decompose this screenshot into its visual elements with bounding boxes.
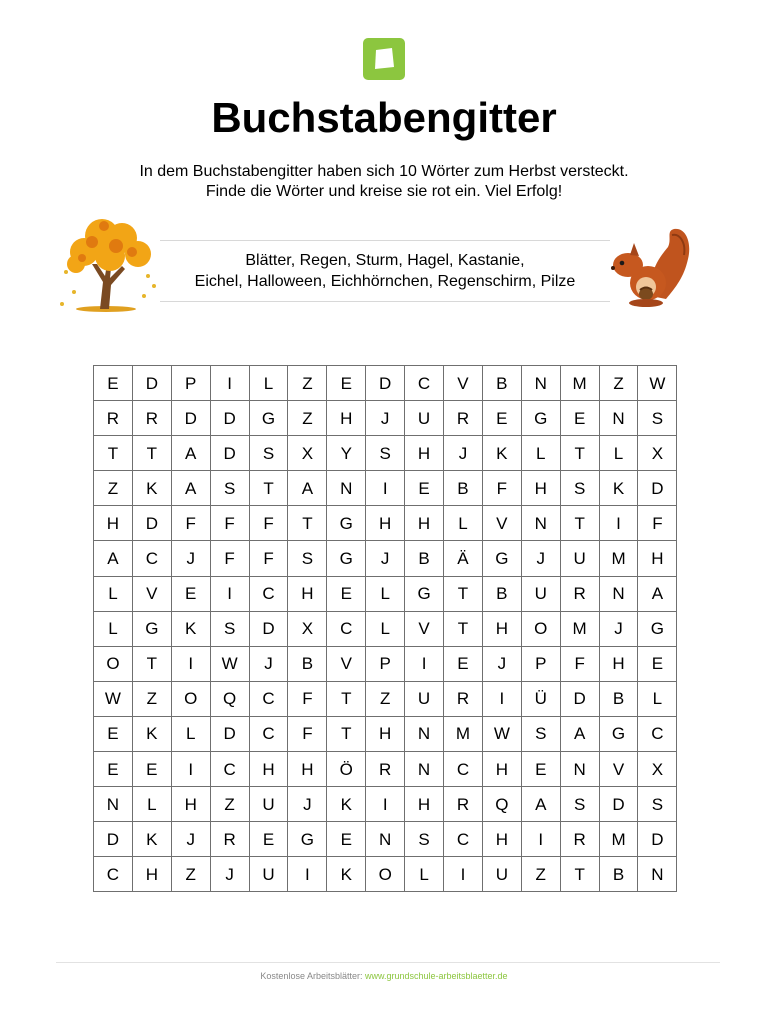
grid-cell[interactable]: A [521,787,560,822]
grid-cell[interactable]: H [288,576,327,611]
grid-cell[interactable]: B [482,576,521,611]
grid-cell[interactable]: J [171,541,210,576]
grid-cell[interactable]: I [171,752,210,787]
grid-cell[interactable]: H [366,716,405,751]
grid-cell[interactable]: N [560,752,599,787]
grid-cell[interactable]: Z [521,857,560,892]
grid-cell[interactable]: S [560,471,599,506]
grid-cell[interactable]: K [482,436,521,471]
grid-cell[interactable]: L [249,366,288,401]
grid-cell[interactable]: H [482,752,521,787]
grid-cell[interactable]: P [366,646,405,681]
grid-cell[interactable]: A [560,716,599,751]
grid-cell[interactable]: U [405,401,444,436]
grid-cell[interactable]: L [94,576,133,611]
grid-cell[interactable]: J [210,857,249,892]
grid-cell[interactable]: F [210,541,249,576]
grid-cell[interactable]: W [94,681,133,716]
grid-cell[interactable]: O [521,611,560,646]
grid-cell[interactable]: T [560,506,599,541]
grid-cell[interactable]: H [366,506,405,541]
grid-cell[interactable]: X [638,436,677,471]
grid-cell[interactable]: C [327,611,366,646]
footer [0,970,768,982]
grid-cell[interactable]: E [327,822,366,857]
grid-cell[interactable]: H [521,471,560,506]
grid-cell[interactable]: Y [327,436,366,471]
grid-row [94,401,677,436]
grid-cell[interactable]: I [444,857,483,892]
footer-divider [56,962,720,963]
grid-cell[interactable]: L [94,611,133,646]
grid-cell[interactable]: L [599,436,638,471]
grid-cell[interactable]: C [249,716,288,751]
grid-cell[interactable]: E [94,366,133,401]
grid-cell[interactable]: G [249,401,288,436]
grid-cell[interactable]: T [444,611,483,646]
grid-row [94,787,677,822]
grid-cell[interactable]: S [521,716,560,751]
grid-cell[interactable]: A [638,576,677,611]
grid-cell[interactable]: U [249,857,288,892]
grid-cell[interactable]: T [94,436,133,471]
grid-cell[interactable]: I [171,646,210,681]
grid-cell[interactable]: Z [210,787,249,822]
grid-cell[interactable]: Ä [444,541,483,576]
grid-cell[interactable]: I [366,787,405,822]
grid-cell[interactable]: I [288,857,327,892]
grid-cell[interactable]: L [405,857,444,892]
grid-cell[interactable]: F [288,716,327,751]
grid-cell[interactable]: J [482,646,521,681]
squirrel-icon [606,225,692,309]
grid-cell[interactable]: D [132,506,171,541]
word-list [160,240,610,302]
grid-cell[interactable]: C [638,716,677,751]
grid-cell[interactable]: H [482,822,521,857]
grid-cell[interactable]: D [366,366,405,401]
grid-cell[interactable]: K [327,857,366,892]
grid-cell[interactable]: R [444,787,483,822]
grid-cell[interactable]: S [638,787,677,822]
grid-cell[interactable]: R [444,401,483,436]
footer-website-link[interactable]: www.grundschule-arbeitsblaetter.de [364,971,508,981]
grid-cell[interactable]: J [366,541,405,576]
grid-cell[interactable]: H [94,506,133,541]
grid-cell[interactable]: G [521,401,560,436]
grid-cell[interactable]: V [327,646,366,681]
grid-cell[interactable]: P [171,366,210,401]
grid-cell[interactable]: I [405,646,444,681]
grid-cell[interactable]: F [560,646,599,681]
grid-row [94,506,677,541]
grid-cell[interactable]: I [366,471,405,506]
grid-cell[interactable]: L [366,611,405,646]
grid-cell[interactable]: H [638,541,677,576]
grid-cell[interactable]: C [444,822,483,857]
grid-cell[interactable]: M [560,366,599,401]
grid-cell[interactable]: L [171,716,210,751]
grid-cell[interactable]: B [288,646,327,681]
page-title: Buchstabengitter [211,94,557,141]
grid-cell[interactable]: D [210,401,249,436]
grid-cell[interactable]: C [132,541,171,576]
grid-cell[interactable]: H [132,857,171,892]
footer-label: Kostenlose Arbeitsblätter: [260,971,365,981]
grid-row [94,436,677,471]
grid-cell[interactable]: D [638,822,677,857]
grid-cell[interactable]: O [171,681,210,716]
grid-cell[interactable]: J [288,787,327,822]
grid-row [94,366,677,401]
grid-cell[interactable]: X [288,611,327,646]
grid-cell[interactable]: Ö [327,752,366,787]
grid-cell[interactable]: F [249,506,288,541]
grid-cell[interactable]: N [521,366,560,401]
grid-cell[interactable]: C [249,576,288,611]
grid-cell[interactable]: E [132,752,171,787]
grid-cell[interactable]: Q [210,681,249,716]
grid-cell[interactable]: S [288,541,327,576]
grid-row [94,752,677,787]
grid-cell[interactable]: D [638,471,677,506]
grid-cell[interactable]: U [405,681,444,716]
grid-cell[interactable]: V [482,506,521,541]
grid-cell[interactable]: Ü [521,681,560,716]
site-logo [363,38,405,80]
word-list-line-1: Blätter, Regen, Sturm, Hagel, Kastanie, [245,252,525,269]
grid-cell[interactable]: E [249,822,288,857]
grid-cell[interactable]: J [599,611,638,646]
grid-cell[interactable]: F [638,506,677,541]
grid-cell[interactable]: D [560,681,599,716]
grid-cell[interactable]: Z [132,681,171,716]
grid-cell[interactable]: H [599,646,638,681]
grid-cell[interactable]: M [599,541,638,576]
grid-cell[interactable]: G [327,541,366,576]
grid-cell[interactable]: U [249,787,288,822]
instruction-line-2: Finde die Wörter und kreise sie rot ein. Viel Erfolg! [205,183,563,200]
grid-cell[interactable]: T [327,681,366,716]
grid-cell[interactable]: H [327,401,366,436]
grid-cell[interactable]: C [444,752,483,787]
grid-cell[interactable]: N [366,822,405,857]
grid-cell[interactable]: D [599,787,638,822]
grid-cell[interactable]: M [599,822,638,857]
grid-cell[interactable]: E [560,401,599,436]
grid-cell[interactable]: Z [599,366,638,401]
grid-cell[interactable]: L [638,681,677,716]
grid-cell[interactable]: E [444,646,483,681]
grid-cell[interactable]: J [444,436,483,471]
grid-cell[interactable]: S [210,611,249,646]
grid-cell[interactable]: L [521,436,560,471]
grid-cell[interactable]: D [171,401,210,436]
grid-cell[interactable]: N [405,752,444,787]
grid-cell[interactable]: T [560,857,599,892]
grid-row [94,471,677,506]
grid-cell[interactable]: R [210,822,249,857]
letter-grid [93,365,677,892]
grid-cell[interactable]: O [94,646,133,681]
grid-cell[interactable]: H [171,787,210,822]
grid-cell[interactable]: D [210,716,249,751]
grid-cell[interactable]: E [327,366,366,401]
grid-row [94,857,677,892]
grid-cell[interactable]: K [171,611,210,646]
grid-cell[interactable]: Q [482,787,521,822]
grid-cell[interactable]: N [638,857,677,892]
grid-cell[interactable]: T [560,436,599,471]
grid-cell[interactable]: C [210,752,249,787]
grid-cell[interactable]: T [327,716,366,751]
instruction-line-1: In dem Buchstabengitter haben sich 10 Wörter zum Herbst versteckt. [139,163,629,180]
grid-cell[interactable]: N [521,506,560,541]
grid-cell[interactable]: H [288,752,327,787]
grid-cell[interactable]: T [132,436,171,471]
page-logo-icon [363,38,405,80]
grid-cell[interactable]: M [444,716,483,751]
grid-cell[interactable]: F [249,541,288,576]
grid-cell[interactable]: A [288,471,327,506]
grid-cell[interactable]: E [521,752,560,787]
grid-cell[interactable]: H [482,611,521,646]
grid-cell[interactable]: G [482,541,521,576]
grid-cell[interactable]: C [249,681,288,716]
grid-cell[interactable]: R [444,681,483,716]
grid-cell[interactable]: G [288,822,327,857]
grid-cell[interactable]: I [482,681,521,716]
grid-cell[interactable]: H [249,752,288,787]
grid-cell[interactable]: F [210,506,249,541]
grid-cell[interactable]: Z [366,681,405,716]
grid-cell[interactable]: J [171,822,210,857]
grid-cell[interactable]: G [132,611,171,646]
grid-cell[interactable]: R [94,401,133,436]
grid-cell[interactable]: N [599,401,638,436]
grid-cell[interactable]: R [132,401,171,436]
grid-cell[interactable]: U [482,857,521,892]
grid-cell[interactable]: G [599,716,638,751]
grid-cell[interactable]: W [210,646,249,681]
grid-cell[interactable]: Z [288,401,327,436]
grid-cell[interactable]: B [599,681,638,716]
grid-cell[interactable]: W [482,716,521,751]
grid-cell[interactable]: L [132,787,171,822]
grid-cell[interactable]: V [132,576,171,611]
grid-cell[interactable]: X [638,752,677,787]
grid-cell[interactable]: B [405,541,444,576]
grid-cell[interactable]: E [482,401,521,436]
grid-row [94,716,677,751]
grid-cell[interactable]: G [638,611,677,646]
grid-cell[interactable]: N [599,576,638,611]
grid-cell[interactable]: S [638,401,677,436]
grid-cell[interactable]: E [94,716,133,751]
grid-cell[interactable]: Z [94,471,133,506]
grid-cell[interactable]: T [249,471,288,506]
grid-cell[interactable]: Z [288,366,327,401]
grid-cell[interactable]: U [521,576,560,611]
grid-cell[interactable]: E [638,646,677,681]
word-list-line-2: Eichel, Halloween, Eichhörnchen, Regenschirm, Pilze [194,273,576,290]
grid-cell[interactable]: K [132,471,171,506]
grid-row [94,681,677,716]
instructions [0,162,768,202]
grid-cell[interactable]: K [599,471,638,506]
grid-cell[interactable]: D [249,611,288,646]
grid-cell[interactable]: I [521,822,560,857]
grid-cell[interactable]: D [94,822,133,857]
grid-cell[interactable]: V [444,366,483,401]
grid-cell[interactable]: E [94,752,133,787]
grid-cell[interactable]: V [599,752,638,787]
grid-cell[interactable]: U [560,541,599,576]
grid-cell[interactable]: E [405,471,444,506]
grid-cell[interactable]: Z [171,857,210,892]
grid-cell[interactable]: A [171,436,210,471]
grid-cell[interactable]: F [482,471,521,506]
autumn-tree-icon [56,212,162,312]
grid-cell[interactable]: L [444,506,483,541]
grid-row [94,541,677,576]
grid-cell[interactable]: R [560,576,599,611]
grid-cell[interactable]: B [599,857,638,892]
grid-cell[interactable]: S [405,822,444,857]
grid-cell[interactable]: A [171,471,210,506]
grid-row [94,646,677,681]
grid-cell[interactable]: S [210,471,249,506]
grid-cell[interactable]: H [405,436,444,471]
grid-cell[interactable]: K [327,787,366,822]
grid-cell[interactable]: R [366,752,405,787]
grid-cell[interactable]: N [405,716,444,751]
grid-cell[interactable]: N [94,787,133,822]
grid-cell[interactable]: I [210,576,249,611]
grid-cell[interactable]: H [405,787,444,822]
grid-cell[interactable]: J [521,541,560,576]
grid-cell[interactable]: C [405,366,444,401]
grid-cell[interactable]: S [366,436,405,471]
grid-cell[interactable]: E [327,576,366,611]
grid-cell[interactable]: S [249,436,288,471]
grid-cell[interactable]: B [482,366,521,401]
grid-row [94,576,677,611]
grid-cell[interactable]: G [327,506,366,541]
grid-cell[interactable]: I [210,366,249,401]
grid-cell[interactable]: W [638,366,677,401]
grid-cell[interactable]: D [210,436,249,471]
grid-cell[interactable]: K [132,822,171,857]
grid-cell[interactable]: L [366,576,405,611]
grid-cell[interactable]: S [560,787,599,822]
grid-cell[interactable]: X [288,436,327,471]
grid-cell[interactable]: N [327,471,366,506]
grid-cell[interactable]: A [94,541,133,576]
grid-cell[interactable]: H [405,506,444,541]
grid-cell[interactable]: O [366,857,405,892]
grid-cell[interactable]: I [599,506,638,541]
grid-cell[interactable]: D [132,366,171,401]
grid-cell[interactable]: J [249,646,288,681]
grid-row [94,822,677,857]
grid-cell[interactable]: J [366,401,405,436]
grid-cell[interactable]: V [405,611,444,646]
grid-cell[interactable]: R [560,822,599,857]
grid-cell[interactable]: C [94,857,133,892]
grid-cell[interactable]: F [288,681,327,716]
grid-cell[interactable]: K [132,716,171,751]
grid-cell[interactable]: G [405,576,444,611]
grid-cell[interactable]: T [444,576,483,611]
grid-cell[interactable]: M [560,611,599,646]
grid-cell[interactable]: E [171,576,210,611]
grid-cell[interactable]: T [132,646,171,681]
grid-cell[interactable]: T [288,506,327,541]
grid-cell[interactable]: P [521,646,560,681]
grid-cell[interactable]: B [444,471,483,506]
grid-cell[interactable]: F [171,506,210,541]
grid-row [94,611,677,646]
